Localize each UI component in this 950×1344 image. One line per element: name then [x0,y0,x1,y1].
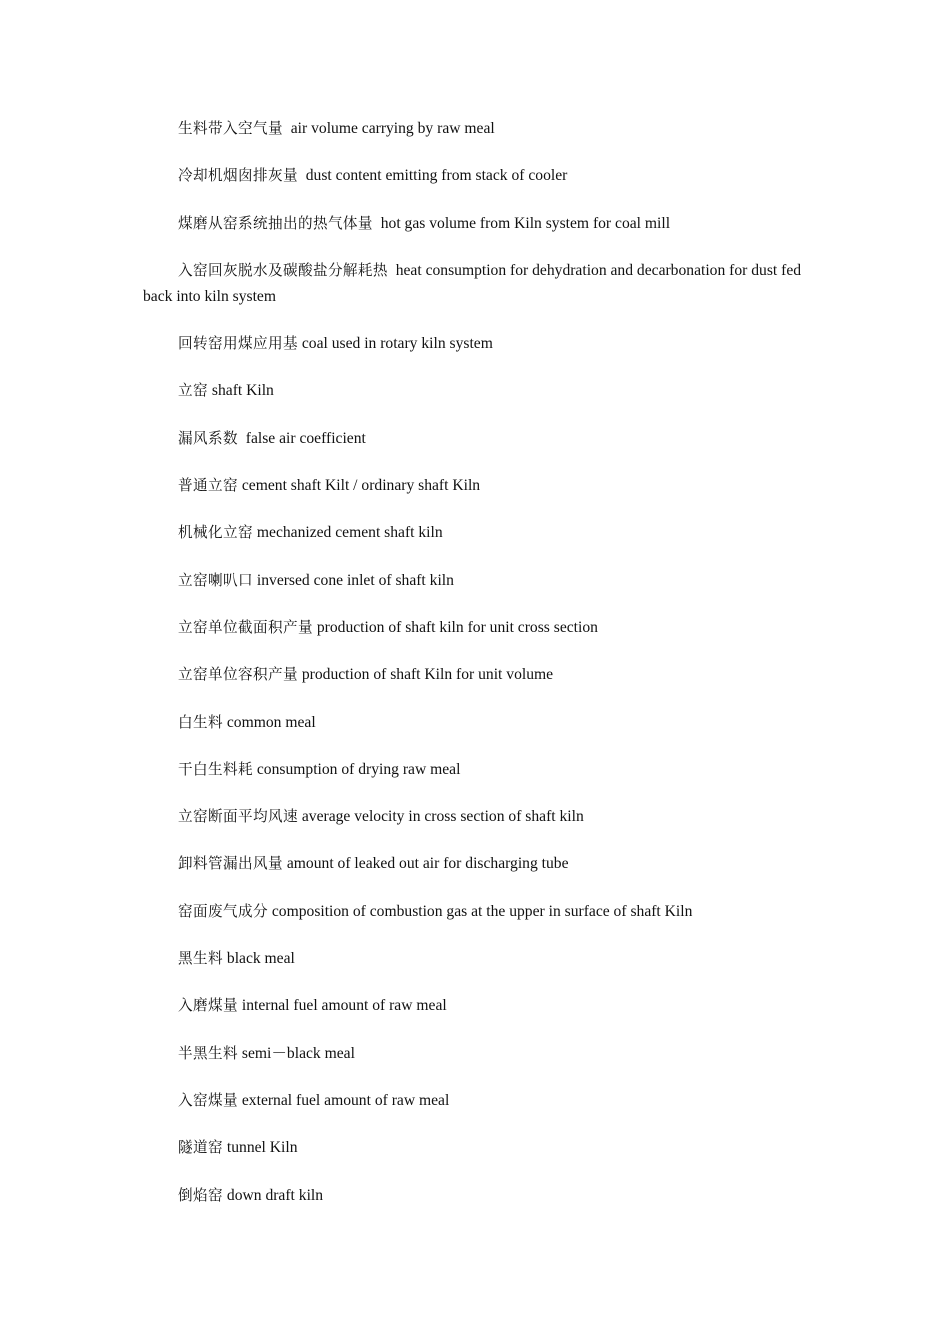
english-term: external fuel amount of raw meal [241,1091,450,1109]
english-term: internal fuel amount of raw meal [241,997,447,1015]
glossary-entry [143,946,803,972]
english-term: black meal [226,950,295,968]
english-term: amount of leaked out air for discharging tube [286,855,569,873]
english-term: dust content emitting from stack of cooler [305,167,568,185]
glossary-entry [143,473,803,499]
chinese-term: 普通立窑 [178,477,238,495]
english-term: hot gas volume from Kiln system for coal mill [380,214,671,232]
glossary-entry [143,568,803,594]
english-term: average velocity in cross section of shaft kiln [301,808,584,826]
glossary-entry [143,993,803,1019]
chinese-term: 生料带入空气量 [178,120,283,137]
glossary-entry [143,804,803,830]
english-term: semi－black meal [241,1044,355,1062]
glossary-entry [143,615,803,641]
english-term: common meal [226,713,316,731]
glossary-entry [143,1135,803,1161]
english-term: false air coefficient [245,429,366,447]
chinese-term: 立窑单位截面积产量 [178,618,313,636]
glossary-entry [143,1183,803,1209]
glossary-entry [143,163,803,189]
glossary-entry [143,710,803,736]
english-term: coal used in rotary kiln system [301,335,493,353]
chinese-term: 倒焰窑 [178,1186,223,1204]
glossary-entry [143,258,803,310]
glossary-entry [143,1088,803,1114]
english-term: cement shaft Kilt / ordinary shaft Kiln [241,477,481,495]
english-term: down draft kiln [226,1186,324,1204]
english-term: tunnel Kiln [226,1139,298,1157]
english-term: shaft Kiln [211,382,274,400]
glossary-list [143,116,803,1230]
glossary-entry [143,851,803,877]
glossary-entry [143,116,803,142]
chinese-term: 立窑 [178,382,208,400]
glossary-entry [143,331,803,357]
chinese-term: 入窑回灰脱水及碳酸盐分解耗热 [178,261,388,279]
english-term: production of shaft Kiln for unit volume [301,666,554,684]
english-term: inversed cone inlet of shaft kiln [256,571,454,589]
chinese-term: 煤磨从窑系统抽出的热气体量 [178,214,373,232]
chinese-term: 卸料管漏出风量 [178,855,283,873]
glossary-entry [143,899,803,925]
chinese-term: 立窑单位容积产量 [178,666,298,684]
glossary-entry [143,211,803,237]
chinese-term: 干白生料耗 [178,760,253,778]
glossary-entry [143,662,803,688]
glossary-entry [143,1041,803,1067]
chinese-term: 窑面废气成分 [178,902,268,920]
chinese-term: 入窑煤量 [178,1091,238,1109]
chinese-term: 半黑生料 [178,1044,238,1062]
chinese-term: 立窑断面平均风速 [178,808,298,826]
glossary-entry [143,378,803,404]
glossary-entry [143,757,803,783]
english-term: production of shaft kiln for unit cross section [316,618,598,636]
english-term: mechanized cement shaft kiln [256,524,443,542]
chinese-term: 立窑喇叭口 [178,571,253,589]
chinese-term: 隧道窑 [178,1139,223,1157]
english-term: consumption of drying raw meal [256,760,461,778]
english-term: heat consumption for dehydration and decarbonation for dust fed back into kiln system [143,261,802,305]
english-term: air volume carrying by raw meal [290,120,495,137]
glossary-entry [143,426,803,452]
english-term: composition of combustion gas at the upper in surface of shaft Kiln [271,902,693,920]
chinese-term: 白生料 [178,713,223,731]
glossary-entry [143,520,803,546]
chinese-term: 机械化立窑 [178,524,253,542]
chinese-term: 冷却机烟囱排灰量 [178,167,298,185]
chinese-term: 入磨煤量 [178,997,238,1015]
chinese-term: 黑生料 [178,950,223,968]
chinese-term: 回转窑用煤应用基 [178,335,298,353]
chinese-term: 漏风系数 [178,429,238,447]
